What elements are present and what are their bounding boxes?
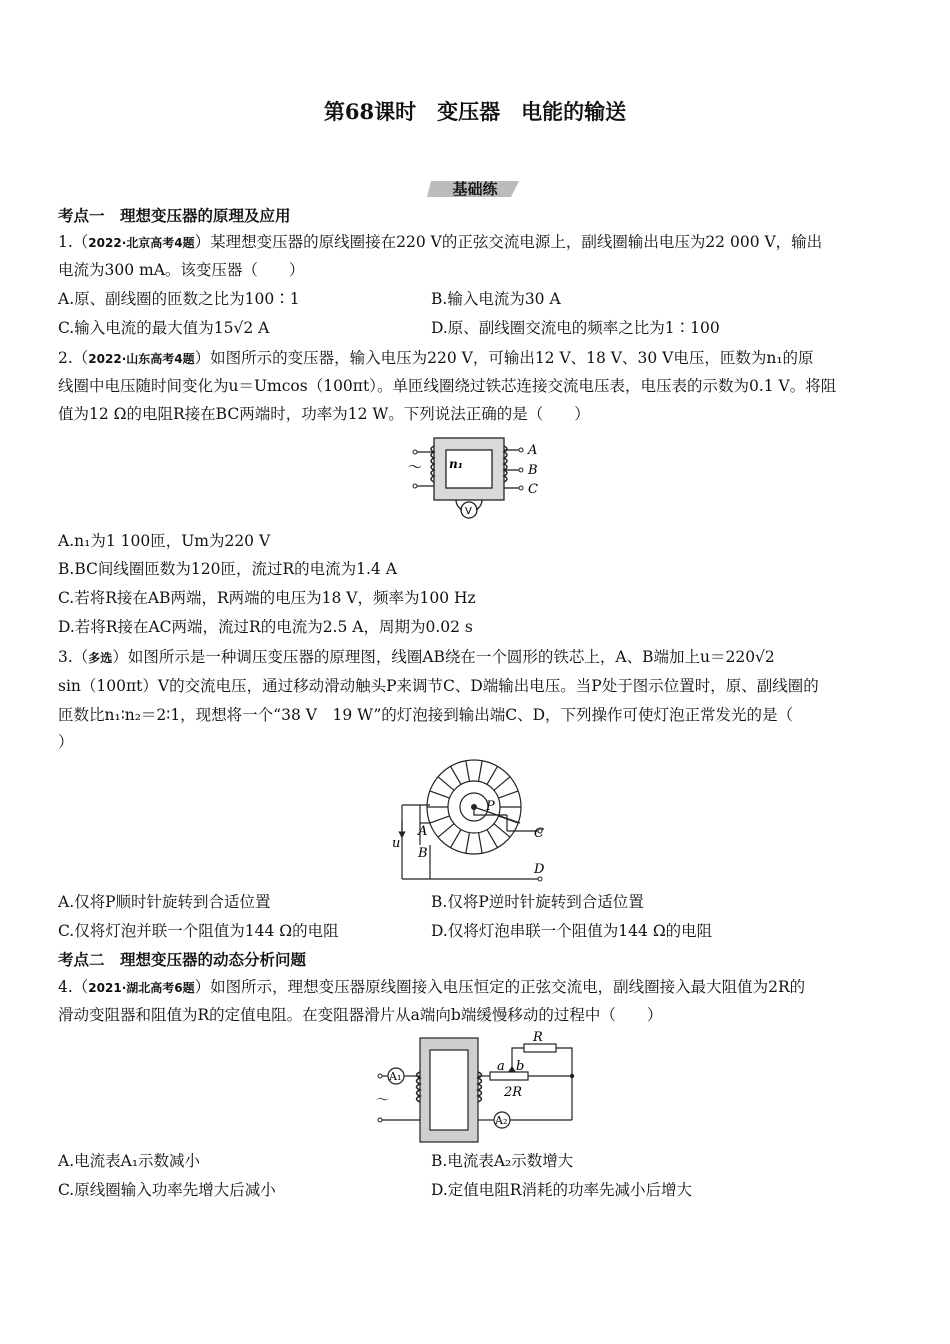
q3-option-c: C.仅将灯泡并联一个阻值为144 Ω的电阻 <box>58 922 339 940</box>
q4-fig-label-2r: 2R <box>504 1085 523 1100</box>
q2-line1: 2.（2022·山东高考4题）如图所示的变压器，输入电压为220 V，可输出12 V、18 V、30 V电压，匝数为n₁的原 <box>58 349 814 367</box>
q2-transformer-figure <box>402 432 552 524</box>
q4-fig-label-b: b <box>516 1059 525 1074</box>
q2-line2: 线圈中电压随时间变化为u＝Umcos（100πt）。单匝线圈绕过铁芯连接交流电压表，电压表的示数为0.1 V。将阻 <box>58 377 837 395</box>
q4-option-b: B.电流表A₂示数增大 <box>431 1152 574 1170</box>
page-title: 第68课时 变压器 电能的输送 <box>323 99 627 124</box>
q3-fig-label-d: D <box>534 862 545 877</box>
q3-line4: ） <box>58 733 74 751</box>
coil-turn <box>487 830 498 848</box>
q3-fig-label-c: C <box>534 826 544 841</box>
q4-fig-ammeter-a1: A₁ <box>389 1070 402 1083</box>
coil-turn <box>498 791 518 798</box>
q2-option-c: C.若将R接在AB两端，R两端的电压为18 V，频率为100 Hz <box>58 589 476 607</box>
q1-source-tag: 2022·北京高考4题 <box>88 236 195 250</box>
q2-line3: 值为12 Ω的电阻R接在BC两端时，功率为12 W。下列说法正确的是（ ） <box>58 405 590 423</box>
q4-fig-ammeter-a2: A₂ <box>495 1114 508 1127</box>
q3-option-a: A.仅将P顺时针旋转到合适位置 <box>58 893 271 911</box>
coil-turn <box>451 766 462 784</box>
q3-line1: 3.（多选）如图所示是一种调压变压器的原理图，线圈AB绕在一个圆形的铁芯上，A、B端加上u＝220√2 <box>58 648 775 666</box>
q3-fig-label-b: B <box>418 846 428 861</box>
q4-option-a: A.电流表A₁示数减小 <box>58 1152 201 1170</box>
q4-option-d: D.定值电阻R消耗的功率先减小后增大 <box>431 1181 692 1199</box>
q3-fig-label-p: P <box>486 799 495 814</box>
q2-source-tag: 2022·山东高考4题 <box>88 352 195 366</box>
knowledge-point-2: 考点二 理想变压器的动态分析问题 <box>58 950 307 969</box>
q4-fig-label-a: a <box>497 1059 505 1074</box>
coil-turn <box>466 833 470 854</box>
q2-fig-n1: n₁ <box>449 457 463 471</box>
coil-turn <box>451 830 462 848</box>
q3-option-b: B.仅将P逆时针旋转到合适位置 <box>431 893 644 911</box>
q3-fig-label-a: A <box>418 824 428 839</box>
q3-line3: 匝数比n₁∶n₂＝2∶1，现想将一个“38 V 19 W”的灯泡接到输出端C、D，下列操作可使灯泡正常发光的是（ <box>58 706 794 724</box>
q3-autotransformer-figure <box>390 755 560 887</box>
q2-fig-ac-symbol: ～ <box>408 460 422 476</box>
q2-fig-label-b: B <box>528 463 538 478</box>
q2-option-a: A.n₁为1 100匝，Um为220 V <box>58 532 271 550</box>
coil-turn <box>466 761 470 782</box>
coil-turn <box>430 816 450 823</box>
q3-line2: sin（100πt）V的交流电压，通过移动滑动触头P来调节C、D端输出电压。当P处于图示位置时，原、副线圈的 <box>58 677 819 695</box>
q4-line1: 4.（2021·湖北高考6题）如图所示，理想变压器原线圈接入电压恒定的正弦交流电，副线圈接入最大阻值为2R的 <box>58 978 806 996</box>
q1-option-d: D.原、副线圈交流电的频率之比为1∶100 <box>431 319 720 337</box>
q4-fig-ac-symbol: ～ <box>376 1093 390 1108</box>
q2-option-d: D.若将R接在AC两端，流过R的电流为2.5 A，周期为0.02 s <box>58 618 473 636</box>
q1-line1: 1.（2022·北京高考4题）某理想变压器的原线圈接在220 V的正弦交流电源上，副线圈输出电压为22 000 V，输出 <box>58 233 823 251</box>
coil-turn <box>479 761 483 782</box>
q3-fig-label-u: u <box>392 836 401 851</box>
coil-turn <box>494 777 510 790</box>
coil-turn <box>438 824 454 837</box>
q1-option-b: B.输入电流为30 A <box>431 290 561 308</box>
q1-option-a: A.原、副线圈的匝数之比为100∶1 <box>58 290 300 308</box>
q4-option-c: C.原线圈输入功率先增大后减小 <box>58 1181 276 1199</box>
q2-fig-voltmeter: V <box>465 506 472 517</box>
q3-option-d: D.仅将灯泡串联一个阻值为144 Ω的电阻 <box>431 922 713 940</box>
q1-line2: 电流为300 mA。该变压器（ ） <box>58 261 305 279</box>
q4-line2: 滑动变阻器和阻值为R的定值电阻。在变阻器滑片从a端向b端缓慢移动的过程中（ ） <box>58 1006 663 1024</box>
q2-fig-label-c: C <box>528 482 538 497</box>
q4-fig-label-r: R <box>533 1030 543 1045</box>
q4-circuit-figure <box>370 1028 580 1148</box>
q2-fig-label-a: A <box>528 443 538 458</box>
coil-turn <box>479 833 483 854</box>
coil-turn <box>438 777 454 790</box>
knowledge-point-1: 考点一 理想变压器的原理及应用 <box>58 206 291 225</box>
coil-turn <box>487 766 498 784</box>
section-badge: 基础练 <box>452 180 498 198</box>
q4-source-tag: 2021·湖北高考6题 <box>88 981 195 995</box>
q2-option-b: B.BC间线圈匝数为120匝，流过R的电流为1.4 A <box>58 560 397 578</box>
q1-option-c: C.输入电流的最大值为15√2 A <box>58 319 270 337</box>
coil-turn <box>430 791 450 798</box>
q3-multi-choice-tag: 多选 <box>88 651 113 665</box>
